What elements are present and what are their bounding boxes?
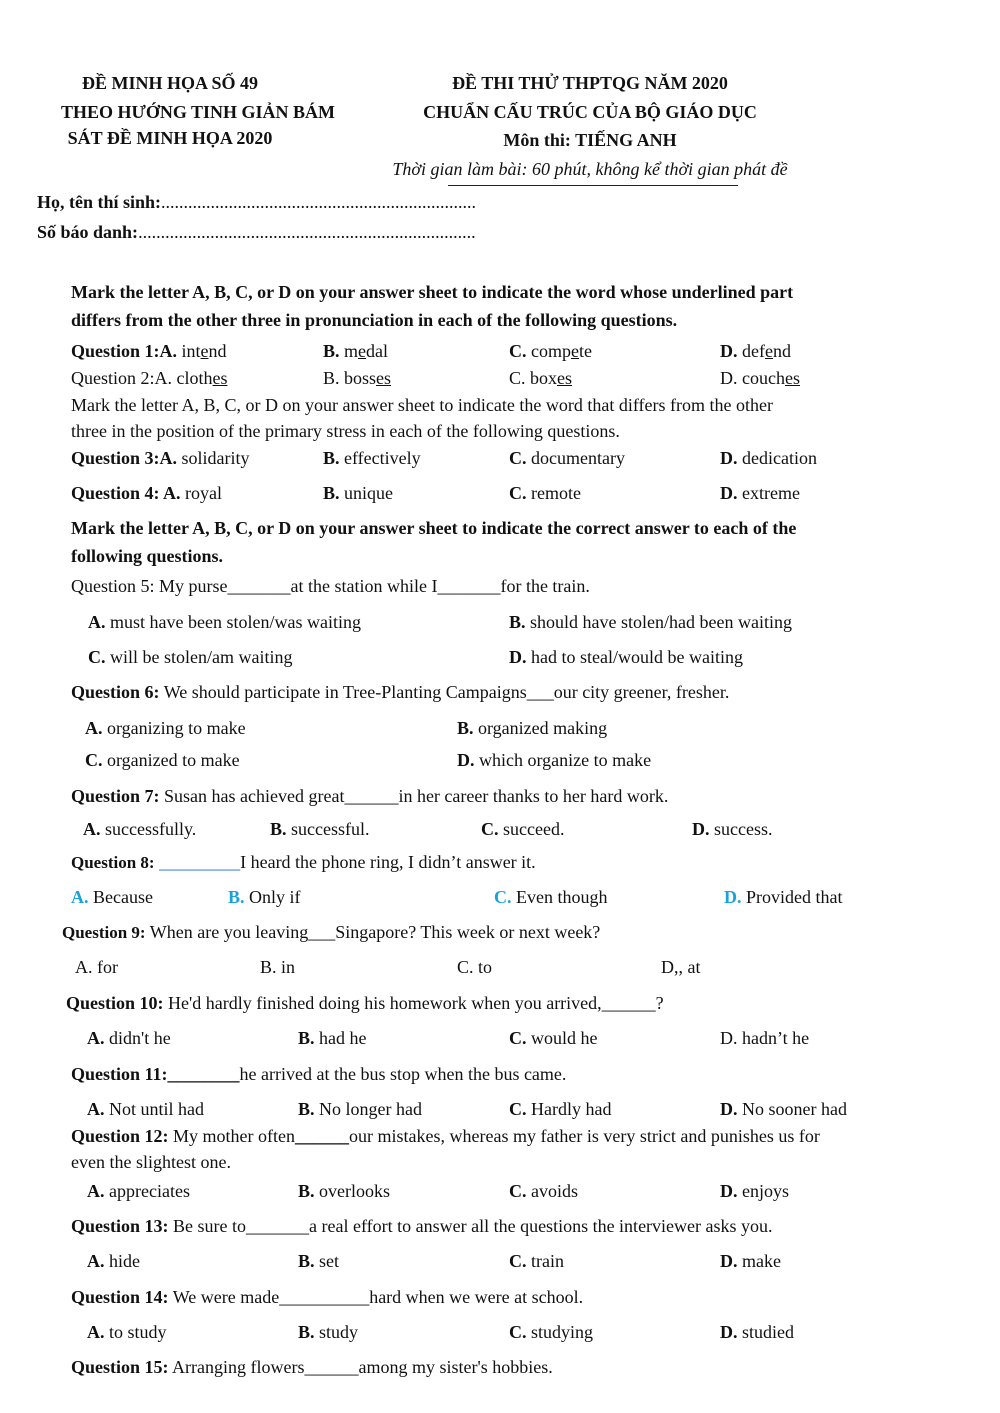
- q1-c-pre: comp: [531, 341, 571, 361]
- question-1-option-a: [71, 341, 227, 362]
- instruction-correct-line2: following questions.: [71, 546, 224, 566]
- q8-d-label: D.: [724, 887, 742, 907]
- q2-d-underlined: es: [784, 368, 800, 388]
- q2-c-underlined: es: [557, 368, 573, 388]
- q3-c-label: C.: [509, 448, 527, 468]
- q7-b-text: successful.: [291, 819, 370, 839]
- q11-a-text: Not until had: [109, 1099, 204, 1119]
- q2-a-underlined: es: [212, 368, 228, 388]
- question-11-stem-line: [71, 1064, 566, 1085]
- q7-c-text: succeed.: [503, 819, 565, 839]
- instruction-correct-line1: Mark the letter A, B, C, or D on your answer sheet to indicate the correct answer to each of the: [71, 518, 797, 538]
- q3-c-text: documentary: [531, 448, 625, 468]
- q11-d-label: D.: [720, 1099, 738, 1119]
- question-15-stem: Arranging flowers______among my sister's hobbies.: [172, 1357, 553, 1377]
- subject-line: Môn thi: TIẾNG ANH: [503, 130, 677, 150]
- q10-c-label: C.: [509, 1028, 527, 1048]
- question-14-option-d: [720, 1322, 794, 1343]
- q14-b-text: study: [319, 1322, 359, 1342]
- q5-b-text: should have stolen/had been waiting: [530, 612, 792, 632]
- question-13-label: Question 13:: [71, 1216, 169, 1236]
- header-divider: [448, 185, 738, 186]
- q8-c-label: C.: [494, 887, 512, 907]
- q5-b-label: B.: [509, 612, 526, 632]
- q1-a-underlined: e: [200, 341, 209, 361]
- question-8-stem: I heard the phone ring, I didn’t answer it.: [240, 852, 536, 872]
- q13-b-text: set: [319, 1251, 340, 1271]
- question-2-option-b: [323, 368, 391, 389]
- q3-a-text: solidarity: [181, 448, 250, 468]
- question-7-label: Question 7:: [71, 786, 160, 806]
- question-9-label: Question 9:: [62, 923, 146, 942]
- question-13-stem: Be sure to_______a real effort to answer all the questions the interviewer asks you.: [173, 1216, 773, 1236]
- q2-c-label: C.: [509, 368, 526, 388]
- q2-b-label: B.: [323, 368, 340, 388]
- question-9-option-b: B. in: [260, 957, 296, 977]
- q4-a-text: royal: [185, 483, 222, 503]
- q1-c-post: te: [579, 341, 592, 361]
- q6-c-label: C.: [85, 750, 103, 770]
- question-3-option-a: [71, 448, 250, 469]
- q6-d-text: which organize to make: [479, 750, 652, 770]
- question-13-option-d: [720, 1251, 781, 1272]
- q10-a-label: A.: [87, 1028, 105, 1048]
- exam-structure-note: CHUẨN CẤU TRÚC CỦA BỘ GIÁO DỤC: [423, 102, 757, 122]
- q13-a-label: A.: [87, 1251, 105, 1271]
- question-4-option-b: [323, 483, 393, 504]
- q12-d-label: D.: [720, 1181, 738, 1201]
- question-3-option-b: [323, 448, 421, 469]
- question-9-stem: When are you leaving___Singapore? This week or next week?: [149, 922, 601, 942]
- question-11-stem: he arrived at the bus stop when the bus came.: [239, 1064, 567, 1084]
- q1-b-post: dal: [366, 341, 389, 361]
- q2-d-pre: couch: [742, 368, 785, 388]
- q12-d-text: enjoys: [742, 1181, 789, 1201]
- question-1-option-c: [509, 341, 592, 362]
- q2-b-underlined: es: [376, 368, 392, 388]
- q14-a-label: A.: [87, 1322, 105, 1342]
- question-14-stem: We were made__________hard when we were at school.: [172, 1287, 584, 1307]
- q3-b-text: effectively: [344, 448, 421, 468]
- q7-d-label: D.: [692, 819, 710, 839]
- q6-b-text: organized making: [478, 718, 608, 738]
- question-12-blank: ______: [295, 1126, 349, 1146]
- q8-c-text: Even though: [516, 887, 608, 907]
- q8-a-text: Because: [93, 887, 153, 907]
- question-12-label: Question 12:: [71, 1126, 169, 1146]
- q14-b-label: B.: [298, 1322, 315, 1342]
- question-11-option-c: [509, 1099, 611, 1120]
- q11-a-label: A.: [87, 1099, 105, 1119]
- question-11-option-a: [87, 1099, 204, 1120]
- q7-d-text: success.: [714, 819, 773, 839]
- q1-c-underlined: e: [571, 341, 579, 361]
- q10-a-text: didn't he: [109, 1028, 171, 1048]
- q7-b-label: B.: [270, 819, 287, 839]
- question-1-option-b: [323, 341, 388, 362]
- question-12-stem-line2: even the slightest one.: [71, 1152, 231, 1172]
- exam-subtitle: THEO HƯỚNG TINH GIẢN BÁM: [60, 102, 336, 122]
- q11-d-text: No sooner had: [742, 1099, 847, 1119]
- q8-d-text: Provided that: [746, 887, 843, 907]
- q1-d-label: D.: [720, 341, 738, 361]
- question-2-option-d: [720, 368, 800, 389]
- question-10-stem: He'd hardly finished doing his homework when you arrived,______?: [168, 993, 664, 1013]
- q7-c-label: C.: [481, 819, 499, 839]
- question-6-option-c: [85, 750, 240, 771]
- question-10-option-d: D. hadn’t he: [720, 1028, 810, 1048]
- q4-c-label: C.: [509, 483, 527, 503]
- question-7-option-c: [481, 819, 564, 840]
- q8-a-label: A.: [71, 887, 89, 907]
- exam-code-title: ĐỀ MINH HỌA SỐ 49: [81, 73, 259, 93]
- q4-d-text: extreme: [742, 483, 800, 503]
- q13-c-text: train: [531, 1251, 564, 1271]
- q10-b-label: B.: [298, 1028, 315, 1048]
- question-11-label: Question 11:: [71, 1064, 168, 1084]
- student-id-dots: ...........................................................................: [138, 222, 476, 242]
- exam-subtitle-2: SÁT ĐỀ MINH HỌA 2020: [67, 128, 273, 148]
- question-8-label: Question 8:: [71, 853, 155, 872]
- q5-d-text: had to steal/would be waiting: [531, 647, 743, 667]
- question-12-option-a: [87, 1181, 190, 1202]
- q12-b-label: B.: [298, 1181, 315, 1201]
- instruction-stress-line1: Mark the letter A, B, C, or D on your answer sheet to indicate the word that differs from the other: [71, 395, 773, 415]
- q2-a-pre: cloth: [176, 368, 213, 388]
- q12-c-label: C.: [509, 1181, 527, 1201]
- q10-c-text: would he: [531, 1028, 598, 1048]
- q1-b-underlined: e: [358, 341, 367, 361]
- q1-c-label: C.: [509, 341, 527, 361]
- student-name-dots: ......................................................................: [161, 192, 477, 212]
- question-6-label: Question 6:: [71, 682, 160, 702]
- q1-a-post: nd: [208, 341, 227, 361]
- question-3-label: Question 3:A.: [71, 448, 178, 468]
- question-12-stem-cont: our mistakes, whereas my father is very strict and punishes us for: [349, 1126, 820, 1146]
- q6-a-label: A.: [85, 718, 103, 738]
- q12-b-text: overlooks: [319, 1181, 391, 1201]
- q14-a-text: to study: [109, 1322, 167, 1342]
- q1-d-pre: def: [742, 341, 765, 361]
- q2-b-pre: boss: [344, 368, 377, 388]
- question-12-stem: My mother often: [173, 1126, 295, 1146]
- question-1-option-d: [720, 341, 791, 362]
- question-14-option-a: [87, 1322, 167, 1343]
- question-2-option-c: [509, 368, 572, 389]
- q2-c-pre: box: [530, 368, 558, 388]
- question-5-stem: Question 5: My purse_______at the station while I_______for the train.: [71, 576, 590, 596]
- question-1-label: Question 1:A.: [71, 341, 178, 361]
- q5-a-label: A.: [88, 612, 106, 632]
- question-15-label: Question 15:: [71, 1357, 169, 1377]
- question-2-option-a: [71, 368, 228, 389]
- question-4-option-c: [509, 483, 581, 504]
- question-7-option-b: [270, 819, 370, 840]
- question-8-option-d: [724, 887, 843, 908]
- question-10-option-b: [298, 1028, 367, 1049]
- instruction-pronunciation-line2: differs from the other three in pronunciation in each of the following questions.: [71, 310, 678, 330]
- question-6-stem-line: [71, 682, 729, 703]
- question-11-option-d: [720, 1099, 847, 1120]
- q10-b-text: had he: [319, 1028, 367, 1048]
- q14-c-text: studying: [531, 1322, 594, 1342]
- q7-a-label: A.: [83, 819, 101, 839]
- q3-b-label: B.: [323, 448, 340, 468]
- question-12-option-c: [509, 1181, 578, 1202]
- question-7-stem-line: [71, 786, 668, 807]
- q1-b-pre: m: [344, 341, 359, 361]
- question-7-option-a: [83, 819, 196, 840]
- question-2-label: Question 2:A.: [71, 368, 172, 388]
- q1-d-underlined: e: [764, 341, 773, 361]
- instruction-stress-line2: three in the position of the primary stress in each of the following questions.: [71, 421, 620, 441]
- q5-c-text: will be stolen/am waiting: [110, 647, 293, 667]
- question-9-stem-line: [62, 922, 600, 943]
- question-11-option-b: [298, 1099, 422, 1120]
- q6-a-text: organizing to make: [107, 718, 246, 738]
- student-name-label: Họ, tên thí sinh:: [37, 192, 162, 212]
- student-name-line: [37, 192, 476, 213]
- q6-b-label: B.: [457, 718, 474, 738]
- q13-d-text: make: [742, 1251, 781, 1271]
- q13-b-label: B.: [298, 1251, 315, 1271]
- q11-b-text: No longer had: [319, 1099, 422, 1119]
- student-id-line: [37, 222, 476, 243]
- question-6-option-a: [85, 718, 246, 739]
- question-12-stem-line: [71, 1126, 820, 1147]
- question-10-option-a: [87, 1028, 171, 1049]
- q14-d-text: studied: [742, 1322, 794, 1342]
- q12-a-text: appreciates: [109, 1181, 190, 1201]
- q13-a-text: hide: [109, 1251, 140, 1271]
- question-5-option-c: [88, 647, 292, 668]
- q12-a-label: A.: [87, 1181, 105, 1201]
- question-8-option-b: [228, 887, 301, 908]
- time-note: Thời gian làm bài: 60 phút, không kể thời gian phát đề: [392, 159, 788, 179]
- q11-b-label: B.: [298, 1099, 315, 1119]
- question-5-option-a: [88, 612, 361, 633]
- q1-a-pre: int: [181, 341, 201, 361]
- q14-d-label: D.: [720, 1322, 738, 1342]
- question-10-option-c: [509, 1028, 598, 1049]
- q5-c-label: C.: [88, 647, 106, 667]
- q11-c-label: C.: [509, 1099, 527, 1119]
- question-7-stem: Susan has achieved great______in her career thanks to her hard work.: [164, 786, 669, 806]
- question-4-label: Question 4: A.: [71, 483, 181, 503]
- q3-d-text: dedication: [742, 448, 817, 468]
- student-id-label: Số báo danh:: [37, 222, 139, 242]
- q5-d-label: D.: [509, 647, 527, 667]
- q4-b-label: B.: [323, 483, 340, 503]
- question-3-option-d: [720, 448, 817, 469]
- q8-b-text: Only if: [249, 887, 301, 907]
- question-15-stem-line: [71, 1357, 553, 1378]
- question-14-stem-line: [71, 1287, 583, 1308]
- question-8-option-a: [71, 887, 153, 908]
- q4-b-text: unique: [344, 483, 394, 503]
- question-14-label: Question 14:: [71, 1287, 169, 1307]
- question-10-stem-line: [66, 993, 664, 1014]
- question-13-option-c: [509, 1251, 564, 1272]
- question-8-stem-line: [71, 852, 536, 873]
- question-7-option-d: [692, 819, 772, 840]
- q4-d-label: D.: [720, 483, 738, 503]
- question-10-label: Question 10:: [66, 993, 164, 1013]
- q13-d-label: D.: [720, 1251, 738, 1271]
- q6-d-label: D.: [457, 750, 475, 770]
- q1-d-post: nd: [772, 341, 791, 361]
- q2-d-label: D.: [720, 368, 738, 388]
- q11-c-text: Hardly had: [531, 1099, 612, 1119]
- question-11-blank: ________: [167, 1064, 240, 1084]
- question-8-blank: _________: [159, 852, 241, 872]
- question-14-option-b: [298, 1322, 358, 1343]
- q12-c-text: avoids: [531, 1181, 578, 1201]
- q6-c-text: organized to make: [107, 750, 240, 770]
- exam-main-title: ĐỀ THI THỬ THPTQG NĂM 2020: [452, 73, 728, 93]
- question-13-stem-line: [71, 1216, 773, 1237]
- question-8-option-c: [494, 887, 608, 908]
- question-3-option-c: [509, 448, 625, 469]
- q1-b-label: B.: [323, 341, 340, 361]
- q7-a-text: successfully.: [105, 819, 197, 839]
- question-6-stem: We should participate in Tree-Planting Campaigns___our city greener, fresher.: [163, 682, 730, 702]
- instruction-pronunciation-line1: Mark the letter A, B, C, or D on your answer sheet to indicate the word whose underlined part: [71, 282, 794, 302]
- question-12-option-b: [298, 1181, 390, 1202]
- question-6-option-d: [457, 750, 651, 771]
- question-5-option-d: [509, 647, 743, 668]
- q5-a-text: must have been stolen/was waiting: [110, 612, 361, 632]
- question-13-option-a: [87, 1251, 140, 1272]
- question-12-option-d: [720, 1181, 789, 1202]
- question-14-option-c: [509, 1322, 593, 1343]
- question-9-option-c: C. to: [457, 957, 493, 977]
- q8-b-label: B.: [228, 887, 245, 907]
- q3-d-label: D.: [720, 448, 738, 468]
- question-9-option-a: A. for: [75, 957, 118, 977]
- q14-c-label: C.: [509, 1322, 527, 1342]
- q4-c-text: remote: [531, 483, 581, 503]
- question-6-option-b: [457, 718, 607, 739]
- question-13-option-b: [298, 1251, 339, 1272]
- question-5-option-b: [509, 612, 792, 633]
- question-4-option-a: [71, 483, 222, 504]
- question-4-option-d: [720, 483, 800, 504]
- q13-c-label: C.: [509, 1251, 527, 1271]
- question-9-option-d: D,, at: [661, 957, 701, 977]
